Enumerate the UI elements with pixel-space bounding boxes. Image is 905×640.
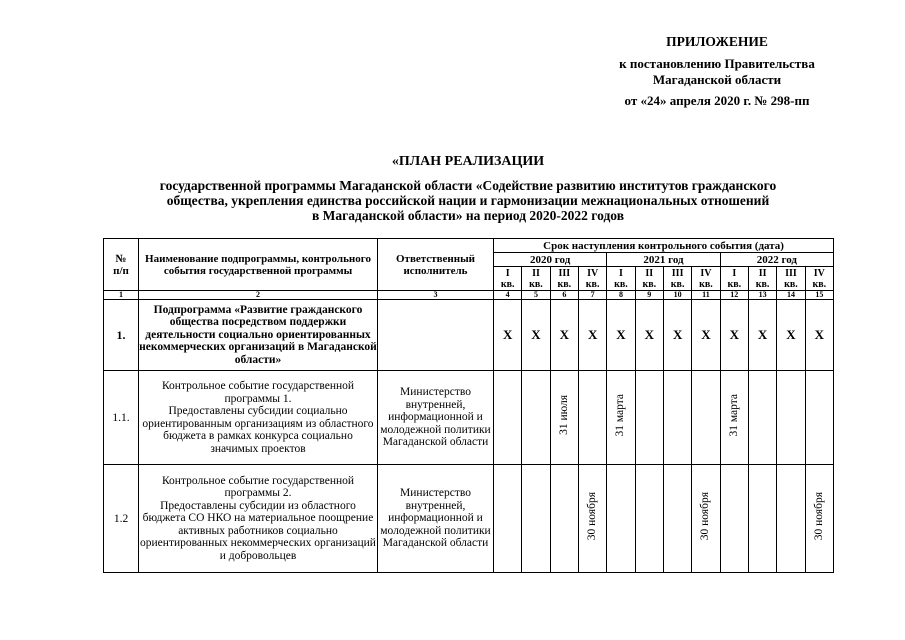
plan-title-line: общества, укрепления единства российской нации и гармонизации межнациональных отношений (166, 193, 770, 208)
column-number: 6 (550, 291, 578, 300)
header-quarter-label: II кв. (642, 267, 657, 290)
header-quarter (748, 267, 776, 291)
quarter-cell (720, 465, 748, 573)
plan-table-header (104, 239, 834, 300)
header-quarter (522, 267, 550, 291)
header-year-2022: 2022 год (720, 253, 833, 267)
quarter-cell (805, 465, 833, 573)
quarter-cell (494, 300, 522, 371)
deadline-date: 31 марта (727, 393, 740, 437)
quarter-cell (635, 300, 663, 371)
header-number (104, 239, 139, 291)
x-mark: Х (814, 327, 825, 342)
appendix-date-line: от «24» апреля 2020 г. № 298-пп (624, 93, 810, 108)
x-mark: Х (729, 327, 739, 342)
plan-table (103, 238, 834, 573)
quarter-cell (663, 300, 691, 371)
quarter-cell (550, 371, 578, 465)
quarter-cell (663, 371, 691, 465)
column-number: 13 (748, 291, 776, 300)
x-mark: Х (587, 327, 598, 342)
quarter-cell (720, 300, 748, 371)
quarter-cell (805, 300, 833, 371)
header-name: Наименование подпрограммы, контрольного события государственной программы (139, 239, 378, 291)
plan-table-body (104, 300, 834, 573)
header-quarter (663, 267, 691, 291)
header-deadline: Срок наступления контрольного события (дата) (494, 239, 834, 253)
column-number: 12 (720, 291, 748, 300)
deadline-date: 30 ноября (699, 491, 712, 541)
column-number: 10 (663, 291, 691, 300)
column-number: 2 (139, 291, 378, 300)
header-quarter (777, 267, 805, 291)
column-number: 4 (494, 291, 522, 300)
header-quarter (635, 267, 663, 291)
x-mark: Х (531, 327, 541, 342)
header-quarter-label: IV кв. (699, 267, 713, 290)
quarter-cell (607, 371, 635, 465)
header-quarter (494, 267, 522, 291)
header-quarter (720, 267, 748, 291)
quarter-cell (578, 300, 606, 371)
x-mark: Х (502, 327, 513, 342)
column-number: 3 (378, 291, 494, 300)
header-quarter (805, 267, 833, 291)
header-number-label: № п/п (113, 252, 129, 277)
header-row (104, 239, 834, 253)
quarter-cell (748, 371, 776, 465)
row-name: Контрольное событие государственной программы 1. Предоставлены субсидии социально ориентированным организациям из областного бюджета в рамках конкурса социально значимых проектов (139, 371, 378, 465)
column-number: 7 (578, 291, 606, 300)
header-quarter-label: II кв. (529, 267, 543, 290)
row-executor (378, 300, 494, 371)
column-number: 1 (104, 291, 139, 300)
quarter-cell (578, 465, 606, 573)
quarter-cell (692, 300, 720, 371)
header-quarter (692, 267, 720, 291)
quarter-cell (550, 300, 578, 371)
row-number: 1.1. (104, 371, 139, 465)
header-quarter-label: II кв. (755, 267, 770, 290)
appendix-region-line: Магаданской области (652, 72, 782, 87)
table-row (104, 300, 834, 371)
deadline-date: 30 ноября (812, 491, 825, 541)
deadline-date: 31 марта (614, 393, 627, 437)
plan-title-block (103, 0, 833, 232)
row-number: 1. (104, 300, 139, 371)
header-quarter (578, 267, 606, 291)
header-year-2020: 2020 год (494, 253, 607, 267)
row-name: Контрольное событие государственной программы 2. Предоставлены субсидии из областного бюджета СО НКО на материальное поощрение активных работников социально ориентированных некоммерческих организаций и добровольцев (139, 465, 378, 573)
x-mark: Х (786, 327, 796, 342)
deadline-date: 30 ноября (586, 491, 599, 541)
header-quarter (550, 267, 578, 291)
quarter-cell (748, 465, 776, 573)
header-year-2021: 2021 год (607, 253, 720, 267)
quarter-cell (522, 300, 550, 371)
quarter-cell (692, 371, 720, 465)
quarter-cell (720, 371, 748, 465)
table-row (104, 371, 834, 465)
quarter-cell (805, 371, 833, 465)
table-row (104, 465, 834, 573)
row-executor: Министерство внутренней, информационной и молодежной политики Магаданской области (378, 371, 494, 465)
header-executor: Ответственный исполнитель (378, 239, 494, 291)
quarter-cell (522, 371, 550, 465)
quarter-cell (663, 465, 691, 573)
header-quarter-label: IV кв. (812, 267, 827, 290)
quarter-cell (777, 300, 805, 371)
quarter-cell (635, 371, 663, 465)
plan-heading: «ПЛАН РЕАЛИЗАЦИИ (391, 154, 545, 169)
quarter-cell (748, 300, 776, 371)
header-quarter-label: I кв. (727, 267, 742, 290)
x-mark: Х (672, 327, 683, 342)
header-quarter-label: III кв. (670, 267, 685, 290)
quarter-cell (635, 465, 663, 573)
quarter-cell (692, 465, 720, 573)
x-mark: Х (559, 327, 570, 342)
appendix-title: ПРИЛОЖЕНИЕ (666, 34, 768, 49)
quarter-cell (494, 465, 522, 573)
quarter-cell (578, 371, 606, 465)
column-numbers-row (104, 291, 834, 300)
quarter-cell (607, 300, 635, 371)
column-number: 11 (692, 291, 720, 300)
column-number: 5 (522, 291, 550, 300)
quarter-cell (522, 465, 550, 573)
row-name: Подпрограмма «Развитие гражданского общества посредством поддержки деятельности социально ориентированных некоммерческих организаций в Магаданской области» (139, 300, 378, 371)
header-quarter-label: III кв. (557, 267, 572, 290)
x-mark: Х (757, 327, 768, 342)
header-quarter-label: I кв. (500, 267, 515, 290)
x-mark: Х (701, 327, 711, 342)
row-executor: Министерство внутренней, информационной и молодежной политики Магаданской области (378, 465, 494, 573)
x-mark: Х (616, 327, 626, 342)
row-number: 1.2 (104, 465, 139, 573)
quarter-cell (777, 371, 805, 465)
quarter-cell (607, 465, 635, 573)
header-quarter-label: III кв. (784, 267, 798, 290)
plan-title-line: государственной программы Магаданской области «Содействие развитию институтов гражданского (159, 178, 777, 193)
quarter-cell (777, 465, 805, 573)
header-quarter-label: IV кв. (585, 267, 600, 290)
column-number: 8 (607, 291, 635, 300)
header-quarter (607, 267, 635, 291)
deadline-date: 31 июля (557, 395, 570, 435)
x-mark: Х (644, 327, 654, 342)
appendix-decree-line: к постановлению Правительства (619, 56, 815, 71)
header-quarter-label: I кв. (614, 267, 628, 290)
column-number: 14 (777, 291, 805, 300)
column-number: 15 (805, 291, 833, 300)
plan-title-line: в Магаданской области» на период 2020-2022 годов (312, 208, 624, 223)
column-number: 9 (635, 291, 663, 300)
quarter-cell (494, 371, 522, 465)
quarter-cell (550, 465, 578, 573)
